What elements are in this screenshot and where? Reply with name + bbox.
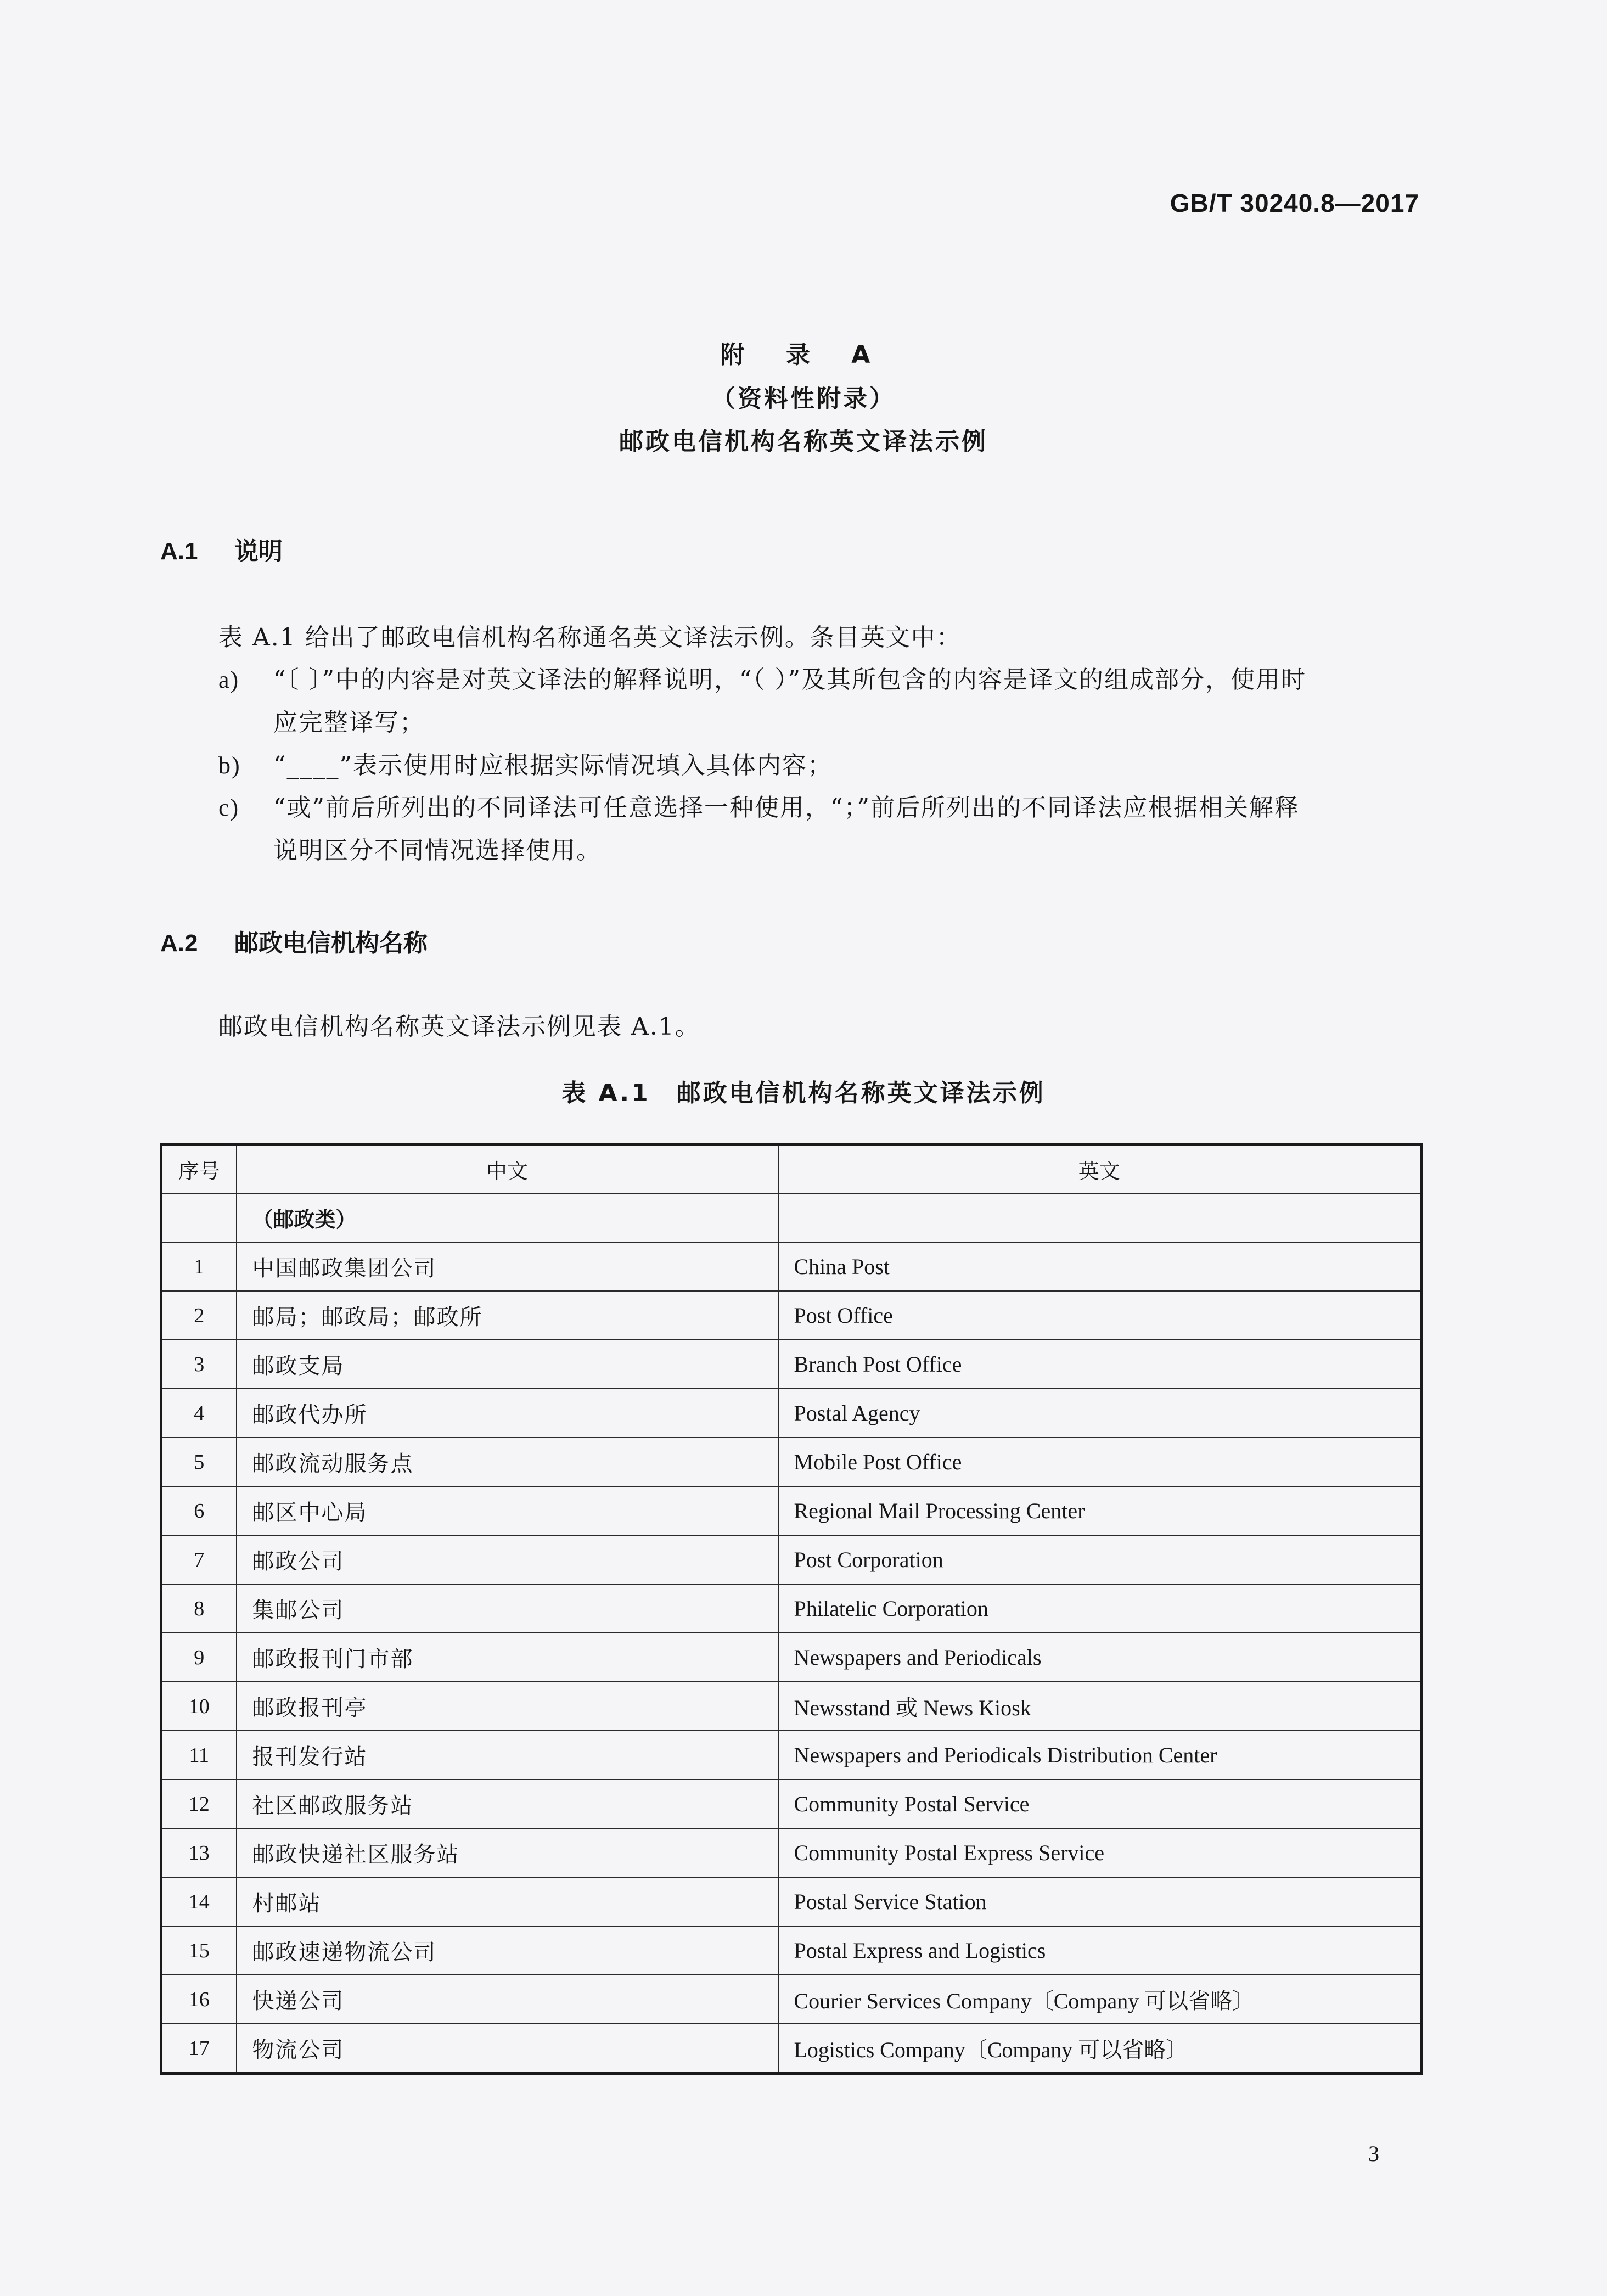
section-number: A.1 (160, 538, 198, 565)
row-english-cell: Postal Express and Logistics (778, 1926, 1421, 1975)
row-english-cell: Community Postal Express Service (778, 1828, 1421, 1877)
section-a2-intro: 邮政电信机构名称英文译法示例见表 A.1。 (218, 1013, 700, 1041)
row-chinese-cell: 集邮公司 (237, 1584, 778, 1633)
row-number-cell: 1 (161, 1242, 237, 1291)
table-row (161, 1975, 1421, 2024)
row-number-cell: 3 (161, 1340, 237, 1389)
row-english-cell: Post Office (778, 1291, 1421, 1340)
list-item-label: c) (218, 794, 240, 821)
row-english-cell: Branch Post Office (778, 1340, 1421, 1389)
row-english-cell: Newsstand 或 News Kiosk (778, 1682, 1421, 1731)
section-a1-intro: 表 A.1 给出了邮政电信机构名称通名英文译法示例。条目英文中： (218, 624, 962, 652)
row-chinese-cell: 社区邮政服务站 (237, 1779, 778, 1828)
row-number-cell: 10 (161, 1682, 237, 1731)
row-chinese-cell: 物流公司 (237, 2024, 778, 2074)
section-number: A.2 (160, 930, 198, 957)
row-chinese-cell: 报刊发行站 (237, 1731, 778, 1779)
row-number-cell: 15 (161, 1926, 237, 1975)
section-heading-a1 (160, 531, 283, 566)
row-number-cell: 12 (161, 1779, 237, 1828)
row-english-cell: Philatelic Corporation (778, 1584, 1421, 1633)
header-cell-chinese: 中文 (237, 1145, 778, 1194)
section-title: 邮政电信机构名称 (234, 929, 428, 957)
row-chinese-cell: 邮政公司 (237, 1535, 778, 1584)
list-item-continuation: 应完整译写； (273, 709, 425, 737)
row-chinese-cell: 邮政报刊亭 (237, 1682, 778, 1731)
row-english-cell: Community Postal Service (778, 1779, 1421, 1828)
row-number-cell: 11 (161, 1731, 237, 1779)
row-number-cell: 7 (161, 1535, 237, 1584)
table-row (161, 1584, 1421, 1633)
page-number: 3 (1368, 2141, 1379, 2166)
row-english-cell: Postal Service Station (778, 1877, 1421, 1926)
table-row (161, 1486, 1421, 1535)
table-header-row (161, 1145, 1421, 1194)
table-row (161, 1926, 1421, 1975)
list-item-continuation: 说明区分不同情况选择使用。 (273, 837, 602, 864)
list-item-text: “或”前后所列出的不同译法可任意选择一种使用，“；”前后所列出的不同译法应根据相关解释 (273, 794, 1300, 822)
row-number-cell: 5 (161, 1438, 237, 1486)
row-chinese-cell: 邮政流动服务点 (237, 1438, 778, 1486)
row-chinese-cell: 邮区中心局 (237, 1486, 778, 1535)
table-row (161, 1389, 1421, 1438)
row-chinese-cell: 村邮站 (237, 1877, 778, 1926)
row-english-cell: Post Corporation (778, 1535, 1421, 1584)
row-number-cell: 6 (161, 1486, 237, 1535)
row-number-cell: 17 (161, 2024, 237, 2074)
row-number-cell: 4 (161, 1389, 237, 1438)
row-chinese-cell: 邮政支局 (237, 1340, 778, 1389)
row-chinese-cell: 邮政速递物流公司 (237, 1926, 778, 1975)
row-english-cell: Regional Mail Processing Center (778, 1486, 1421, 1535)
appendix-type: （资料性附录） (711, 385, 896, 413)
row-number-cell: 13 (161, 1828, 237, 1877)
standard-code: GB/T 30240.8—2017 (1170, 189, 1419, 217)
row-chinese-cell: 快递公司 (237, 1975, 778, 2024)
row-english-cell: Newspapers and Periodicals (778, 1633, 1421, 1682)
list-item-text: “〔 〕”中的内容是对英文译法的解释说明，“（ ）”及其所包含的内容是译文的组成部分，使用时 (273, 666, 1306, 694)
table-category-row (161, 1193, 1421, 1242)
header-cell-number: 序号 (161, 1145, 237, 1194)
row-number-cell: 14 (161, 1877, 237, 1926)
category-english-cell (778, 1193, 1421, 1242)
list-item-label: b) (218, 752, 241, 779)
section-title: 说明 (234, 537, 283, 565)
row-chinese-cell: 邮政快递社区服务站 (237, 1828, 778, 1877)
section-heading-a2 (160, 923, 428, 958)
table-row (161, 1438, 1421, 1486)
table-row (161, 1779, 1421, 1828)
row-english-cell: Mobile Post Office (778, 1438, 1421, 1486)
list-item-text: “____”表示使用时应根据实际情况填入具体内容； (273, 751, 833, 779)
table-row (161, 1242, 1421, 1291)
row-chinese-cell: 中国邮政集团公司 (237, 1242, 778, 1291)
row-english-cell: Courier Services Company〔Company 可以省略〕 (778, 1975, 1421, 2024)
table-caption: 表 A.1 邮政电信机构名称英文译法示例 (561, 1079, 1046, 1107)
row-number-cell: 16 (161, 1975, 237, 2024)
row-number-cell: 2 (161, 1291, 237, 1340)
appendix-label: 附 录 A (720, 341, 887, 369)
table-row (161, 2024, 1421, 2074)
row-chinese-cell: 邮政报刊门市部 (237, 1633, 778, 1682)
list-item-label: a) (218, 666, 240, 693)
appendix-title: 邮政电信机构名称英文译法示例 (619, 428, 988, 456)
table-row (161, 1340, 1421, 1389)
table-row (161, 1682, 1421, 1731)
table-row (161, 1731, 1421, 1779)
row-number-cell: 8 (161, 1584, 237, 1633)
row-chinese-cell: 邮政代办所 (237, 1389, 778, 1438)
table-row (161, 1291, 1421, 1340)
header-cell-english: 英文 (778, 1145, 1421, 1194)
category-number-cell (161, 1193, 237, 1242)
row-chinese-cell: 邮局；邮政局；邮政所 (237, 1291, 778, 1340)
row-english-cell: Postal Agency (778, 1389, 1421, 1438)
row-english-cell: Logistics Company〔Company 可以省略〕 (778, 2024, 1421, 2074)
row-number-cell: 9 (161, 1633, 237, 1682)
row-english-cell: China Post (778, 1242, 1421, 1291)
table-row (161, 1535, 1421, 1584)
table-row (161, 1633, 1421, 1682)
translation-table (160, 1143, 1423, 2075)
table-row (161, 1828, 1421, 1877)
table-row (161, 1877, 1421, 1926)
category-cell: （邮政类） (237, 1193, 778, 1242)
row-english-cell: Newspapers and Periodicals Distribution Center (778, 1731, 1421, 1779)
